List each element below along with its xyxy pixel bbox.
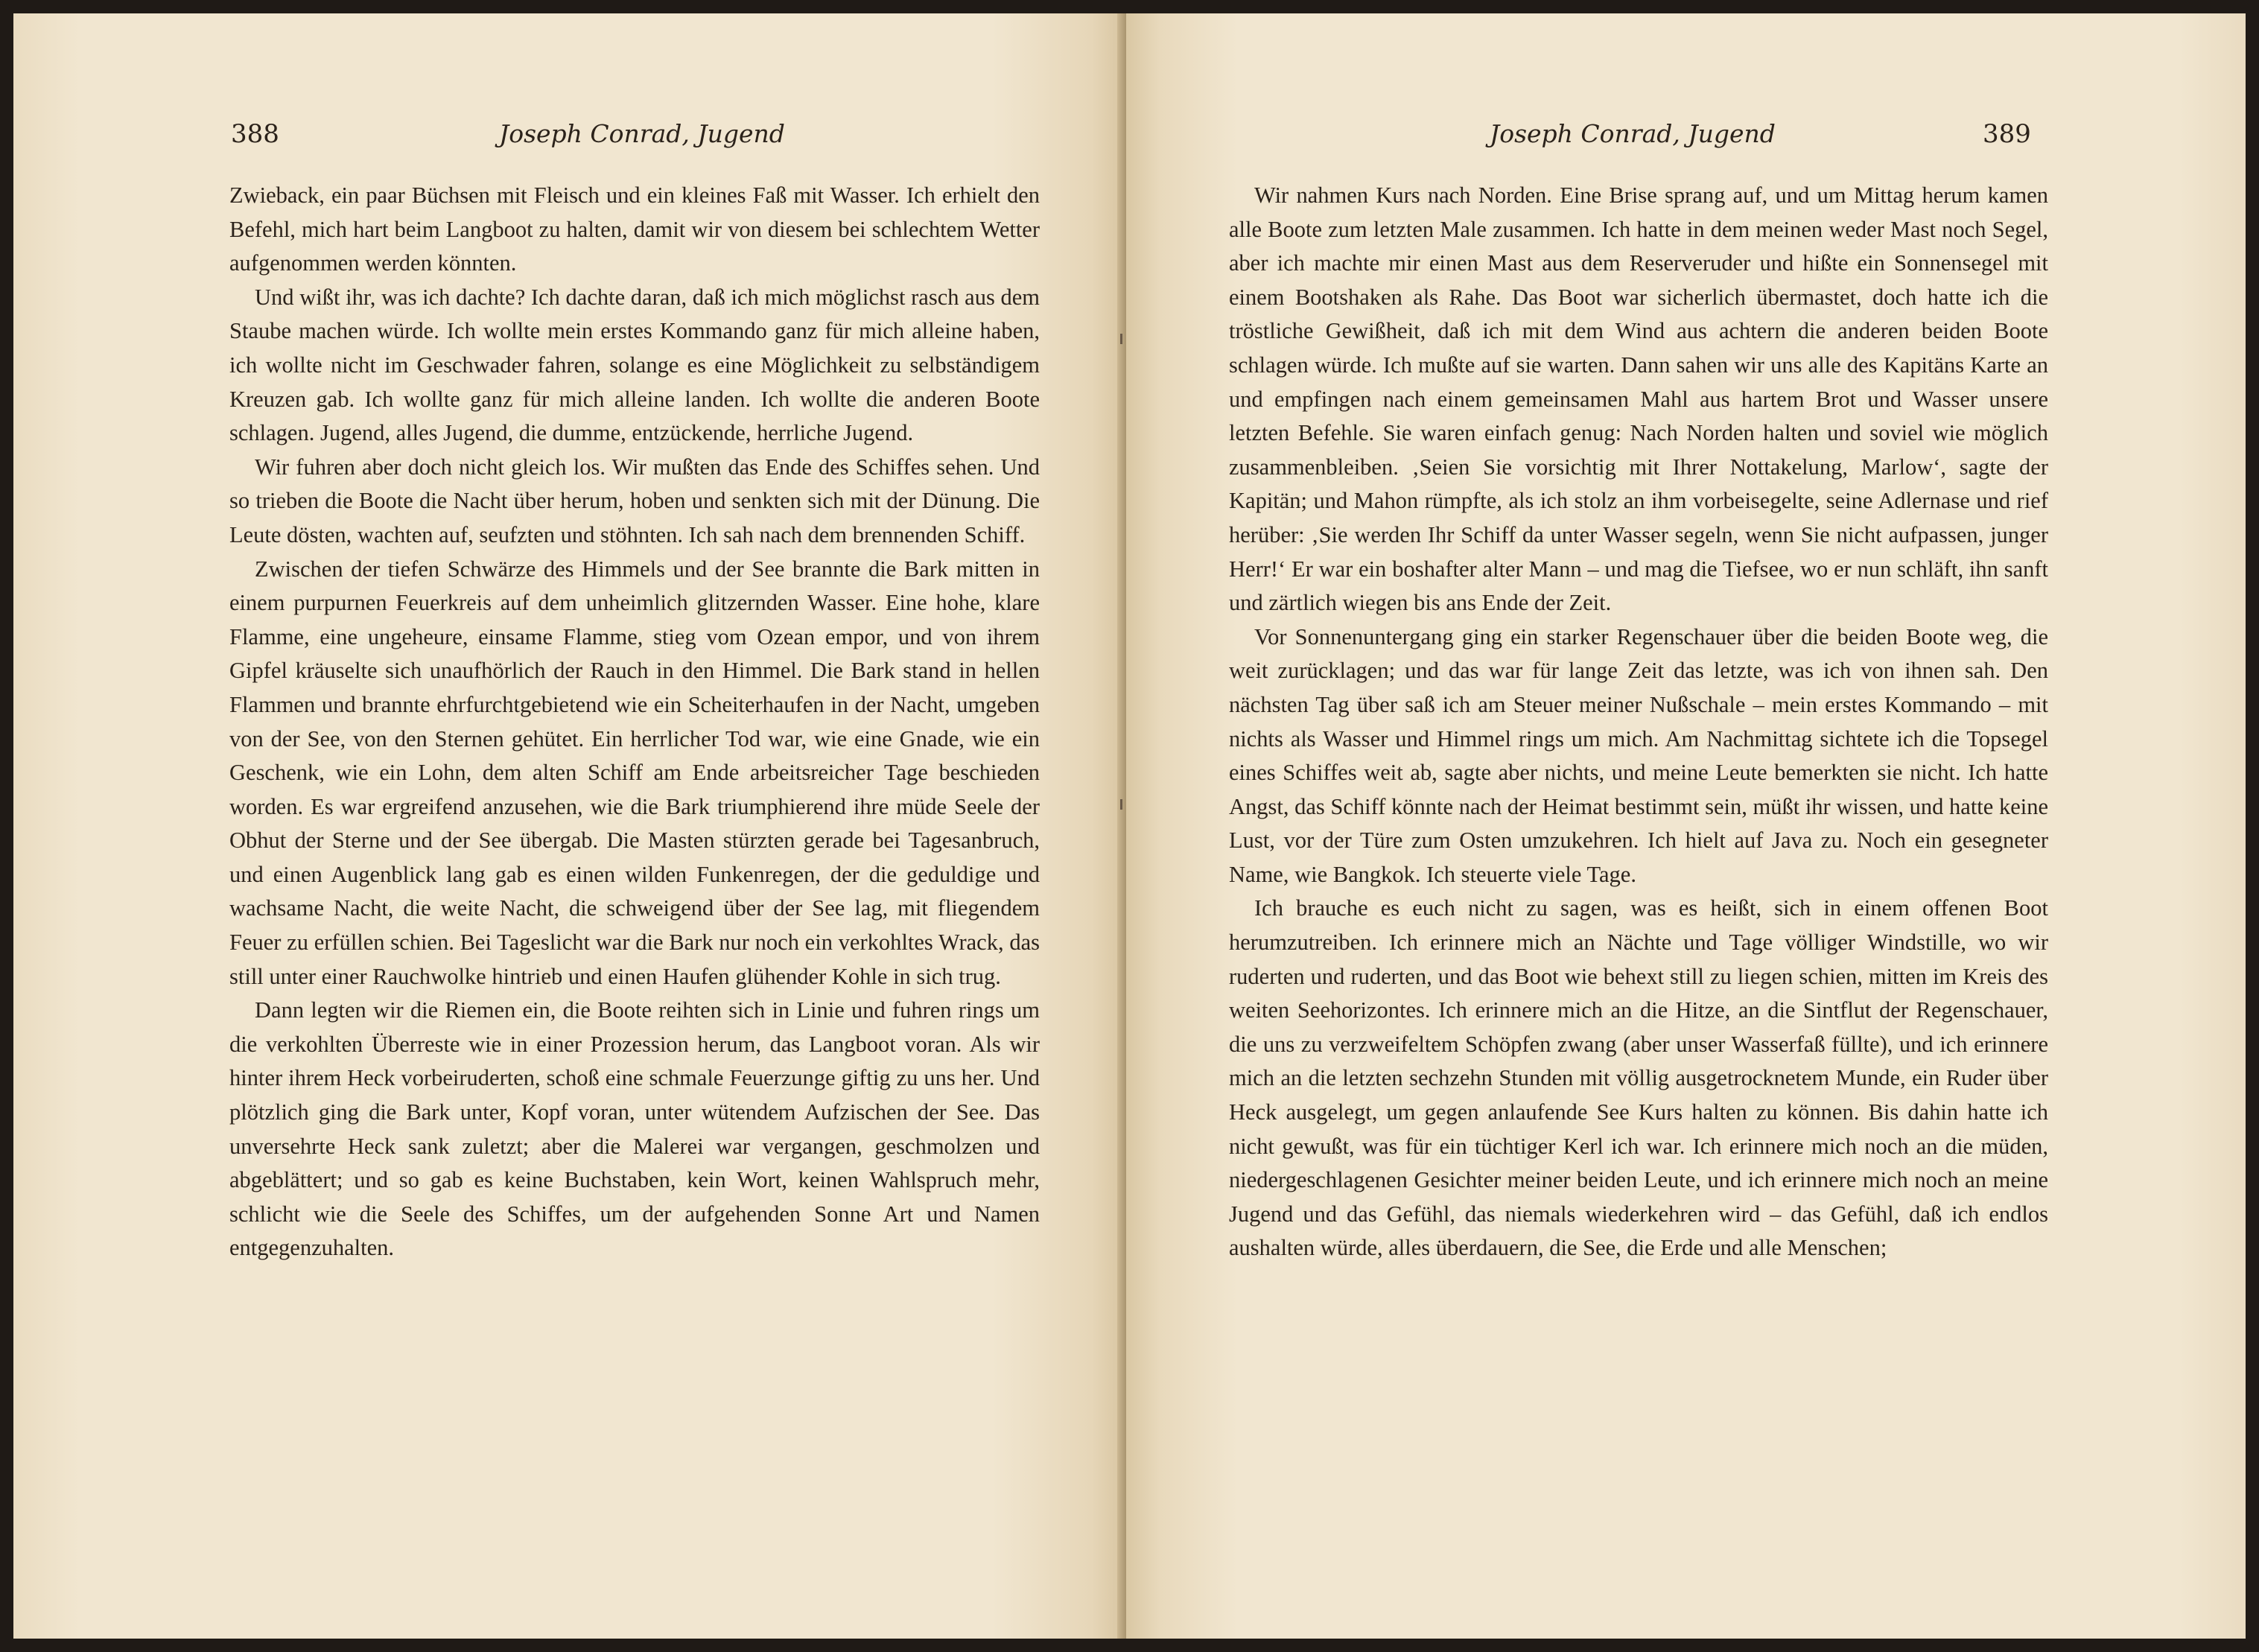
paragraph: Wir nahmen Kurs nach Norden. Eine Brise sprang auf, und um Mittag herum kamen alle Boote zum letzten Male zusammen. Ich hatte in dem meinen weder Mast noch Segel, aber ich machte mir einen Mast aus dem Reserveruder und hißte ein Sonnensegel mit einem Bootshaken als Rahe. Das Boot war sicherlich übermastet, doch hatte ich die tröstliche Gewißheit, daß ich mit dem Wind aus achtern die anderen beiden Boote schlagen würde. Ich mußte auf sie warten. Dann sahen wir uns alle des Kapitäns Karte an und empfingen nach einem gemeinsamen Mahl aus hartem Brot und Wasser unsere letzten Befehle. Sie waren einfach genug: Nach Norden halten und soviel wie möglich zusammenbleiben. ‚Seien Sie vorsichtig mit Ihrer Nottakelung, Marlow‘, sagte der Kapitän; und Mahon rümpfte, als ich stolz an ihm vorbeisegelte, seine Adlernase und rief herüber: ‚Sie werden Ihr Schiff da unter Wasser segeln, wenn Sie nicht aufpassen, junger Herr!‘ Er war ein boshafter alter Mann – und mag die Tiefsee, wo er nun schläft, ihn sanft und zärtlich wiegen bis ans Ende der Zeit.: [1229, 182, 2048, 616]
paragraph: Wir fuhren aber doch nicht gleich los. Wir mußten das Ende des Schiffes sehen. Und so trieben die Boote die Nacht über herum, hoben und senkten sich mit der Dünung. Die Leute dösten, wachten auf, seufzten und stöhnten. Ich sah nach dem brennenden Schiff.: [229, 454, 1040, 547]
paragraph: Und wißt ihr, was ich dachte? Ich dachte daran, daß ich mich möglichst rasch aus dem Staube machen würde. Ich wollte mein erstes Kommando ganz für mich alleine haben, ich wollte nicht im Geschwader fahren, solange es eine Möglichkeit zu selbständigem Kreuzen gab. Ich wollte ganz für mich alleine landen. Ich wollte die anderen Boote schlagen. Jugend, alles Jugend, die dumme, entzückende, herrliche Jugend.: [229, 284, 1040, 446]
paragraph: Zwischen der tiefen Schwärze des Himmels und der See brannte die Bark mitten in einem purpurnen Feuerkreis auf dem unheimlich glitzernden Wasser. Eine hohe, klare Flamme, eine ungeheure, einsame Flamme, stieg vom Ozean empor, und von ihrem Gipfel kräuselte sich unaufhörlich der Rauch in den Himmel. Die Bark stand in hellen Flammen und brannte ehrfurchtgebietend wie ein Scheiterhaufen in der Nacht, umgeben von der See, von den Sternen gehütet. Ein herrlicher Tod war, wie eine Gnade, wie ein Geschenk, wie ein Lohn, dem alten Schiff am Ende arbeitsreicher Tage beschieden worden. Es war ergreifend anzusehen, wie die Bark triumphierend ihre müde Seele der Obhut der Sterne und der See übergab. Die Masten stürzten gerade bei Tagesanbruch, und einen Augenblick lang gab es einen wilden Funkenregen, der die geduldige und wachsame Nacht, die weite Nacht, die schweigend über der See lag, mit fliegendem Feuer zu erfüllen schien. Bei Tageslicht war die Bark nur noch ein verkohltes Wrack, das still unter einer Rauchwolke hintrieb und einen Haufen glühender Kohle in sich trug.: [229, 556, 1040, 989]
right-page: [1126, 13, 2246, 1639]
text-block-right: [1229, 179, 2048, 1265]
paragraph: Vor Sonnenuntergang ging ein starker Regenschauer über die beiden Boote weg, die weit zurücklagen; und das war für lange Zeit das letzte, was ich von ihnen sah. Den nächsten Tag über saß ich am Steuer meiner Nußschale – mein erstes Kommando – mit nichts als Wasser und Himmel rings um mich. Am Nachmittag sichtete ich die Topsegel eines Schiffes weit ab, sagte aber nichts, und meine Leute bemerkten sie nicht. Ich hatte Angst, das Schiff könnte nach der Heimat bestimmt sein, müßt ihr wissen, und hatte keine Lust, vor der Türe zum Osten umzukehren. Ich hielt auf Java zu. Noch ein gesegneter Name, wie Bangkok. Ich steuerte viele Tage.: [1229, 623, 2048, 887]
page-number-right: 389: [1983, 119, 2031, 149]
binding-mark: [1120, 799, 1122, 810]
text-block-left: [229, 179, 1040, 1265]
page-number-left: 388: [231, 119, 279, 149]
running-head-left: Joseph Conrad, Jugend: [499, 119, 785, 148]
binding-mark: [1120, 334, 1122, 344]
paragraph: Dann legten wir die Riemen ein, die Boote reihten sich in Linie und fuhren rings um die verkohlten Überreste wie in einer Prozession herum, das Langboot voran. Als wir hinter ihrem Heck vorbeiruderten, schoß eine schmale Feuerzunge giftig zu uns her. Und plötzlich ging die Bark unter, Kopf voran, unter wütendem Aufzischen der See. Das unversehrte Heck sank zuletzt; aber die Malerei war vergangen, geschmolzen und abgeblättert; und so gab es keine Buchstaben, kein Wort, keinen Wahlspruch mehr, schlicht wie die Seele des Schiffes, um der aufgehenden Sonne Art und Namen entgegenzuhalten.: [229, 997, 1040, 1261]
paragraph: Ich brauche es euch nicht zu sagen, was es heißt, sich in einem offenen Boot herumzutreiben. Ich erinnere mich an Nächte und Tage völliger Windstille, wo wir ruderten und ruderten, und das Boot wie behext still zu liegen schien, mitten im Kreis des weiten Seehorizontes. Ich erinnere mich an die Hitze, an die Sintflut der Regenschauer, die uns zu verzweifeltem Schöpfen zwang (aber unser Wasserfaß füllte), und ich erinnere mich an die letzten sechzehn Stunden mit völlig ausgetrocknetem Munde, ein Ruder über Heck ausgelegt, um gegen anlaufende See Kurs halten zu können. Bis dahin hatte ich nicht gewußt, was für ein tüchtiger Kerl ich war. Ich erinnere mich noch an die müden, niedergeschlagenen Gesichter meiner beiden Leute, und ich erinnere mich noch an meine Jugend und das Gefühl, das niemals wiederkehren wird – das Gefühl, daß ich endlos aushalten würde, alles überdauern, die See, die Erde und alle Menschen;: [1229, 895, 2048, 1261]
left-page: [13, 13, 1125, 1639]
paragraph: Zwieback, ein paar Büchsen mit Fleisch und ein kleines Faß mit Wasser. Ich erhielt den Befehl, mich hart beim Langboot zu halten, damit wir von diesem bei schlechtem Wetter aufgenommen werden könnten.: [229, 182, 1040, 276]
running-head-right: Joseph Conrad, Jugend: [1490, 119, 1776, 148]
